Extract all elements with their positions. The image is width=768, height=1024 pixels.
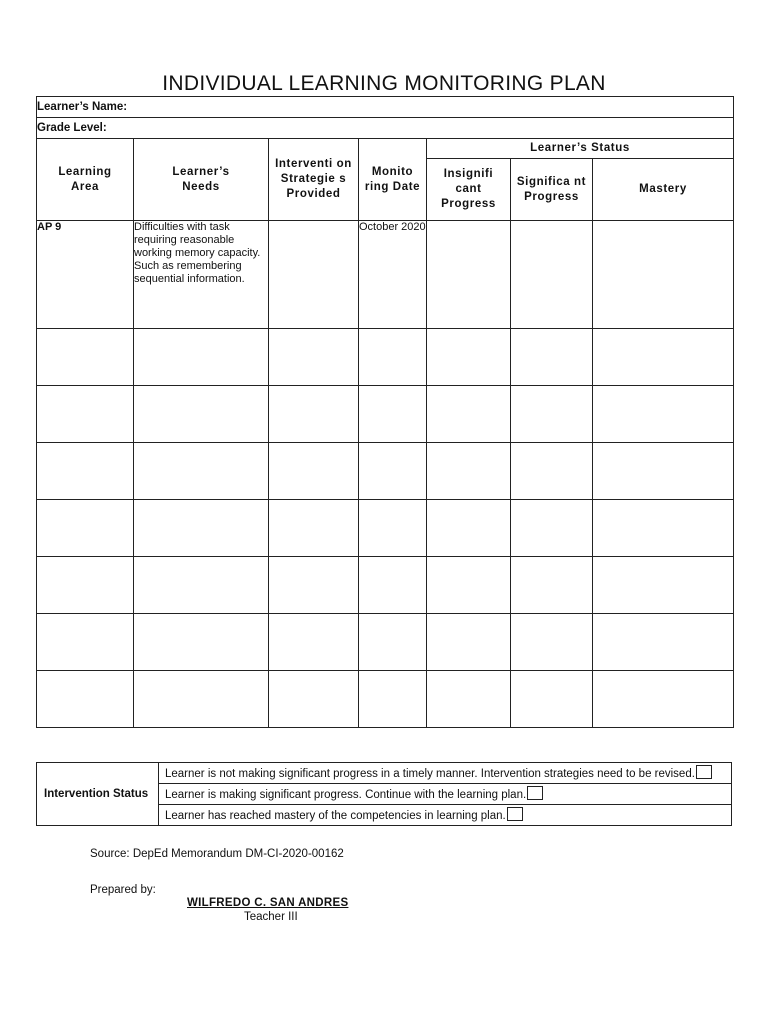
header-monitoring-date: Monito ring Date <box>359 139 427 221</box>
intervention-status-label: Intervention Status <box>37 763 159 826</box>
table-row <box>37 329 734 386</box>
status-option-mastery <box>159 805 732 826</box>
table-row <box>37 671 734 728</box>
table-row <box>37 443 734 500</box>
header-learning-area: Learning Area <box>37 139 134 221</box>
table-row <box>37 500 734 557</box>
status-option-text: Learner is not making significant progress in a timely manner. Intervention strategies need to be revised. <box>165 768 695 780</box>
monitoring-table <box>36 96 734 728</box>
learning-area-cell: AP 9 <box>37 221 134 329</box>
monitoring-date-cell: October 2020 <box>359 221 427 329</box>
table-row <box>37 614 734 671</box>
document-title: INDIVIDUAL LEARNING MONITORING PLAN <box>162 72 606 95</box>
strategies-cell <box>269 221 359 329</box>
grade-level-label: Grade Level: <box>37 118 734 139</box>
status-option-text: Learner has reached mastery of the competencies in learning plan. <box>165 810 506 822</box>
header-intervention-strategies: Interventi on Strategie s Provided <box>269 139 359 221</box>
learners-needs-cell: Difficulties with task requiring reasonable working memory capacity. Such as remembering sequential information. <box>134 221 269 329</box>
header-learners-status: Learner’s Status <box>427 139 734 159</box>
preparer-name: WILFREDO C. SAN ANDRES <box>187 897 349 909</box>
table-row <box>37 386 734 443</box>
preparer-role: Teacher III <box>244 911 298 923</box>
status-checkbox[interactable] <box>527 786 543 800</box>
header-significant-progress: Significa nt Progress <box>511 159 593 221</box>
header-mastery: Mastery <box>593 159 734 221</box>
table-row <box>37 557 734 614</box>
status-checkbox[interactable] <box>696 765 712 779</box>
intervention-status-table <box>36 762 732 826</box>
learner-name-label: Learner’s Name: <box>37 97 734 118</box>
status-checkbox[interactable] <box>507 807 523 821</box>
significant-cell <box>511 221 593 329</box>
mastery-cell <box>593 221 734 329</box>
table-row <box>37 221 734 329</box>
status-option-revise <box>159 763 732 784</box>
header-insignificant-progress: Insignifi cant Progress <box>427 159 511 221</box>
status-option-continue <box>159 784 732 805</box>
status-option-text: Learner is making significant progress. Continue with the learning plan. <box>165 789 527 801</box>
header-learners-needs: Learner’s Needs <box>134 139 269 221</box>
prepared-by-label: Prepared by: <box>90 884 156 896</box>
source-note: Source: DepEd Memorandum DM-CI-2020-00162 <box>90 848 344 860</box>
insignificant-cell <box>427 221 511 329</box>
